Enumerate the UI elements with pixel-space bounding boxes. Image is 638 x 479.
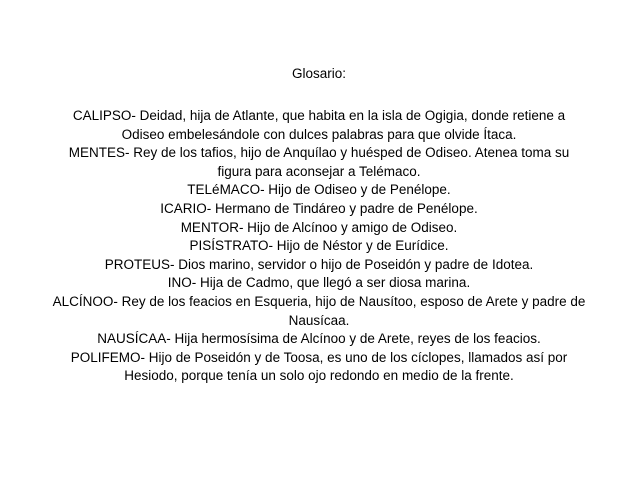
glossary-entry-ino: INO- Hija de Cadmo, que llegó a ser diosa marina.	[167, 275, 471, 291]
glossary-entry-telemaco: TELéMACO- Hijo de Odiseo y de Penélope.	[187, 182, 451, 198]
glossary-list	[50, 107, 588, 386]
glossary-entry-pisistrato: PISÍSTRATO- Hijo de Néstor y de Eurídice.	[189, 238, 449, 254]
glossary-entry-mentes: MENTES- Rey de los tafios, hijo de Anquílao y huésped de Odiseo. Atenea toma su figura para aconsejar a Telémaco.	[68, 145, 570, 179]
glossary-entry-polifemo: POLIFEMO- Hijo de Poseidón y de Toosa, es uno de los cíclopes, llamados así por Hesiodo, porque tenía un solo ojo redondo en medio de la frente.	[70, 349, 568, 384]
glossary-entry-proteus: PROTEUS- Dios marino, servidor o hijo de Poseidón y padre de Idotea.	[104, 256, 534, 272]
glossary-entry-mentor: MENTOR- Hijo de Alcínoo y amigo de Odiseo.	[180, 219, 458, 235]
glossary-title: Glosario:	[291, 66, 347, 81]
glossary-entry-icario: ICARIO- Hermano de Tindáreo y padre de Penélope.	[160, 200, 478, 216]
glossary-entry-nausicaa: NAUSÍCAA- Hija hermosísima de Alcínoo y de Arete, reyes de los feacios.	[97, 331, 541, 347]
glossary-entry-calipso: CALIPSO- Deidad, hija de Atlante, que habita en la isla de Ogigia, donde retiene a Odiseo embelesándole con dulces palabras para que olvide Ítaca.	[72, 108, 566, 142]
glossary-entry-alcinoo: ALCÍNOO- Rey de los feacios en Esqueria, hijo de Nausítoo, esposo de Arete y padre de Nausícaa.	[52, 293, 586, 328]
